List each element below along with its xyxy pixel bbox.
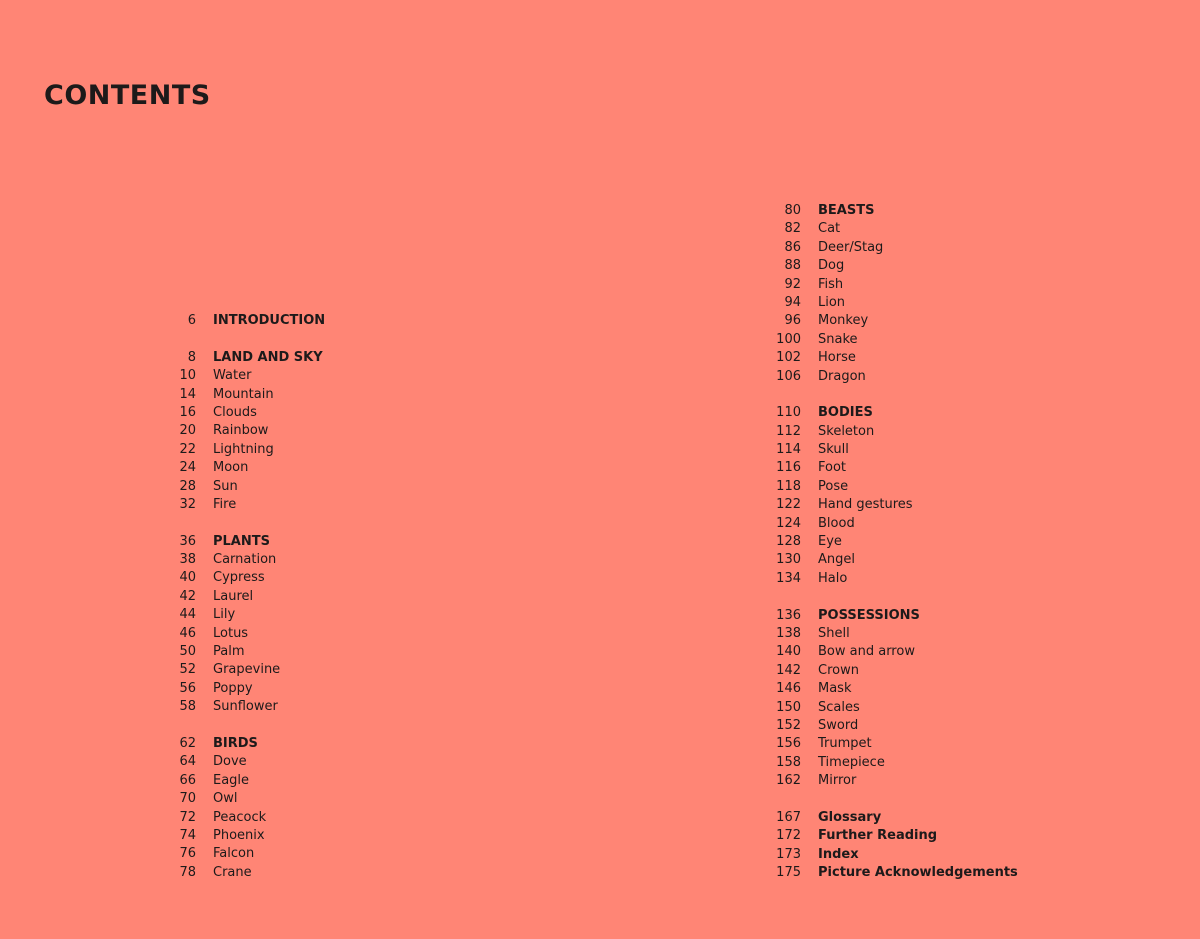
toc-entry bbox=[160, 588, 480, 606]
toc-entry-label: Shell bbox=[818, 625, 850, 641]
toc-page-number: 78 bbox=[179, 864, 196, 880]
toc-entry bbox=[160, 845, 480, 863]
toc-page-number: 46 bbox=[179, 625, 196, 641]
toc-entry bbox=[765, 570, 1085, 588]
toc-page-number: 152 bbox=[776, 717, 801, 733]
toc-page-number: 138 bbox=[776, 625, 801, 641]
toc-entry bbox=[765, 331, 1085, 349]
toc-page-number: 128 bbox=[776, 534, 801, 550]
toc-entry-label: Timepiece bbox=[818, 754, 885, 770]
toc-page-number: 10 bbox=[179, 368, 196, 384]
toc-entry bbox=[765, 754, 1085, 772]
toc-entry-label: Rainbow bbox=[213, 423, 269, 439]
toc-page-number: 142 bbox=[776, 662, 801, 678]
toc-entry-label: Moon bbox=[213, 460, 249, 476]
toc-entry-label: PLANTS bbox=[213, 533, 270, 549]
toc-entry-label: LAND AND SKY bbox=[213, 349, 323, 365]
toc-entry bbox=[765, 662, 1085, 680]
toc-entry bbox=[765, 312, 1085, 330]
toc-section-heading bbox=[765, 607, 1085, 625]
toc-entry bbox=[160, 551, 480, 569]
toc-section-heading bbox=[160, 735, 480, 753]
page-title: CONTENTS bbox=[44, 80, 211, 111]
toc-entry-label: Mirror bbox=[818, 773, 857, 789]
toc-entry bbox=[765, 294, 1085, 312]
toc-page-number: 102 bbox=[776, 350, 801, 366]
toc-entry-label: Lily bbox=[213, 607, 236, 623]
toc-entry bbox=[765, 441, 1085, 459]
toc-entry-label: Phoenix bbox=[213, 827, 265, 843]
toc-page-number: 100 bbox=[776, 331, 801, 347]
toc-page-number: 72 bbox=[179, 809, 196, 825]
toc-entry-label: Sword bbox=[818, 717, 859, 733]
toc-page-number: 50 bbox=[179, 644, 196, 660]
toc-entry bbox=[160, 790, 480, 808]
toc-entry bbox=[160, 496, 480, 514]
toc-page-number: 122 bbox=[776, 497, 801, 513]
toc-entry-label: Trumpet bbox=[818, 736, 872, 752]
toc-page-number: 162 bbox=[776, 773, 801, 789]
toc-entry bbox=[765, 276, 1085, 294]
toc-page-number: 40 bbox=[179, 570, 196, 586]
toc-entry bbox=[765, 680, 1085, 698]
toc-entry bbox=[160, 422, 480, 440]
toc-page-number: 172 bbox=[776, 828, 801, 844]
toc-entry-label: Water bbox=[213, 368, 252, 384]
toc-page-number: 6 bbox=[187, 313, 196, 328]
toc-entry bbox=[160, 367, 480, 385]
toc-entry-label: Dragon bbox=[818, 368, 866, 384]
toc-page-number: 156 bbox=[776, 736, 801, 752]
toc-page-number: 74 bbox=[179, 827, 196, 843]
toc-entry-label: Angel bbox=[818, 552, 855, 568]
toc-entry bbox=[160, 698, 480, 716]
toc-page-number: 36 bbox=[179, 533, 196, 549]
toc-section-heading bbox=[160, 533, 480, 551]
toc-page-number: 52 bbox=[179, 662, 196, 678]
toc-entry-label: Cat bbox=[818, 221, 841, 237]
toc-page-number: 175 bbox=[776, 865, 801, 881]
toc-page-number: 20 bbox=[179, 423, 196, 439]
toc-entry bbox=[160, 478, 480, 496]
toc-page-number: 86 bbox=[784, 239, 801, 255]
toc-entry bbox=[765, 551, 1085, 569]
toc-page-number: 28 bbox=[179, 478, 196, 494]
toc-page-number: 16 bbox=[179, 404, 196, 420]
toc-page-number: 94 bbox=[784, 294, 801, 310]
toc-entry bbox=[765, 496, 1085, 514]
toc-entry bbox=[765, 735, 1085, 753]
toc-entry bbox=[765, 827, 1085, 845]
toc-page-number: 112 bbox=[776, 423, 801, 439]
toc-page-number: 64 bbox=[179, 754, 196, 770]
toc-entry bbox=[765, 239, 1085, 257]
toc-entry bbox=[160, 625, 480, 643]
toc-entry bbox=[765, 625, 1085, 643]
toc-entry bbox=[160, 753, 480, 771]
toc-page-number: 114 bbox=[776, 442, 801, 458]
toc-entry-label: Sunflower bbox=[213, 699, 278, 715]
toc-entry-label: Skeleton bbox=[818, 423, 875, 439]
toc-entry-label: BODIES bbox=[818, 405, 873, 421]
toc-page-number: 66 bbox=[179, 772, 196, 788]
toc-page-number: 146 bbox=[776, 681, 801, 697]
toc-entry bbox=[160, 441, 480, 459]
toc-entry-label: Crown bbox=[818, 662, 859, 678]
toc-entry-label: Horse bbox=[818, 350, 856, 366]
toc-entry-label: Bow and arrow bbox=[818, 644, 915, 660]
toc-page-number: 92 bbox=[784, 276, 801, 292]
toc-entry bbox=[765, 699, 1085, 717]
toc-column-right bbox=[765, 202, 1085, 882]
toc-section-heading bbox=[160, 312, 480, 330]
toc-section-heading bbox=[160, 349, 480, 367]
toc-page-number: 82 bbox=[784, 221, 801, 237]
toc-entry-label: Further Reading bbox=[818, 828, 938, 844]
toc-entry-label: BIRDS bbox=[213, 735, 258, 751]
toc-entry-label: Halo bbox=[818, 570, 848, 586]
toc-page-number: 106 bbox=[776, 368, 801, 384]
toc-entry-label: Fire bbox=[213, 496, 237, 512]
toc-entry bbox=[765, 478, 1085, 496]
toc-page-number: 140 bbox=[776, 644, 801, 660]
toc-entry-label: Peacock bbox=[213, 809, 267, 825]
toc-entry-label: Lion bbox=[818, 294, 846, 310]
toc-entry-label: Laurel bbox=[213, 588, 254, 604]
toc-page-number: 76 bbox=[179, 846, 196, 862]
toc-entry bbox=[765, 809, 1085, 827]
toc-entry-label: Pose bbox=[818, 478, 849, 494]
toc-entry-label: Dog bbox=[818, 258, 845, 274]
toc-entry-label: Skull bbox=[818, 442, 849, 458]
toc-section-heading bbox=[765, 404, 1085, 422]
toc-entry-label: Crane bbox=[213, 864, 252, 880]
toc-entry bbox=[765, 643, 1085, 661]
toc-entry bbox=[765, 772, 1085, 790]
toc-page-number: 88 bbox=[784, 258, 801, 274]
toc-entry bbox=[160, 386, 480, 404]
toc-entry bbox=[765, 533, 1085, 551]
toc-entry bbox=[160, 772, 480, 790]
toc-page-number: 110 bbox=[776, 405, 801, 421]
toc-page-number: 158 bbox=[776, 754, 801, 770]
toc-entry-label: Eye bbox=[818, 534, 842, 550]
toc-entry-label: Owl bbox=[213, 791, 238, 807]
toc-entry bbox=[765, 864, 1085, 882]
toc-entry bbox=[160, 680, 480, 698]
toc-entry bbox=[765, 220, 1085, 238]
toc-entry-label: BEASTS bbox=[818, 203, 875, 218]
toc-page-number: 130 bbox=[776, 552, 801, 568]
toc-entry-label: Mountain bbox=[213, 386, 274, 402]
toc-entry-label: Mask bbox=[818, 681, 852, 697]
toc-entry bbox=[765, 515, 1085, 533]
toc-page-number: 80 bbox=[784, 203, 801, 218]
toc-page-number: 22 bbox=[179, 441, 196, 457]
toc-page-number: 70 bbox=[179, 791, 196, 807]
toc-entry-label: Foot bbox=[818, 460, 847, 476]
toc-page-number: 124 bbox=[776, 515, 801, 531]
toc-entry bbox=[765, 368, 1085, 386]
toc-entry-label: Deer/Stag bbox=[818, 239, 884, 255]
toc-page-number: 134 bbox=[776, 570, 801, 586]
toc-entry-label: Hand gestures bbox=[818, 497, 913, 513]
toc-page-number: 38 bbox=[179, 552, 196, 568]
toc-page-number: 58 bbox=[179, 699, 196, 715]
toc-entry-label: Lotus bbox=[213, 625, 249, 641]
toc-page-number: 173 bbox=[776, 846, 801, 862]
toc-entry-label: Scales bbox=[818, 699, 860, 715]
toc-entry-label: Poppy bbox=[213, 680, 253, 696]
toc-page-number: 56 bbox=[179, 680, 196, 696]
toc-entry-label: Index bbox=[818, 846, 859, 862]
toc-page-number: 8 bbox=[187, 349, 196, 365]
toc-column-left bbox=[160, 312, 480, 882]
toc-entry-label: Cypress bbox=[213, 570, 265, 586]
toc-entry bbox=[160, 809, 480, 827]
toc-entry-label: Falcon bbox=[213, 846, 255, 862]
toc-entry bbox=[160, 827, 480, 845]
toc-entry bbox=[160, 864, 480, 882]
toc-page-number: 116 bbox=[776, 460, 801, 476]
toc-entry-label: Grapevine bbox=[213, 662, 281, 678]
toc-page-number: 42 bbox=[179, 588, 196, 604]
toc-page-number: 44 bbox=[179, 607, 196, 623]
toc-entry bbox=[765, 717, 1085, 735]
toc-page-number: 136 bbox=[776, 607, 801, 623]
toc-section-heading bbox=[765, 202, 1085, 220]
toc-entry bbox=[160, 661, 480, 679]
toc-entry bbox=[160, 643, 480, 661]
toc-entry-label: Monkey bbox=[818, 313, 869, 329]
toc-page-number: 14 bbox=[179, 386, 196, 402]
toc-page-number: 118 bbox=[776, 478, 801, 494]
toc-entry bbox=[765, 423, 1085, 441]
toc-entry-label: Picture Acknowledgements bbox=[818, 865, 1018, 881]
toc-page-number: 96 bbox=[784, 313, 801, 329]
toc-page-number: 150 bbox=[776, 699, 801, 715]
toc-page-number: 62 bbox=[179, 735, 196, 751]
toc-page-number: 167 bbox=[776, 809, 801, 825]
toc-entry-label: Fish bbox=[818, 276, 844, 292]
toc-entry bbox=[160, 606, 480, 624]
toc-entry-label: Lightning bbox=[213, 441, 274, 457]
toc-entry-label: Clouds bbox=[213, 404, 257, 420]
toc-entry-label: Glossary bbox=[818, 809, 882, 825]
toc-entry-label: POSSESSIONS bbox=[818, 607, 920, 623]
toc-entry-label: INTRODUCTION bbox=[213, 313, 326, 328]
toc-page-number: 32 bbox=[179, 496, 196, 512]
toc-page-number: 24 bbox=[179, 460, 196, 476]
toc-entry-label: Palm bbox=[213, 644, 245, 660]
toc-entry bbox=[160, 569, 480, 587]
toc-entry bbox=[160, 459, 480, 477]
toc-entry-label: Blood bbox=[818, 515, 855, 531]
toc-entry bbox=[765, 349, 1085, 367]
toc-entry bbox=[765, 257, 1085, 275]
toc-entry bbox=[765, 846, 1085, 864]
toc-entry-label: Eagle bbox=[213, 772, 250, 788]
toc-entry-label: Snake bbox=[818, 331, 858, 347]
toc-entry-label: Dove bbox=[213, 754, 247, 770]
toc-entry-label: Carnation bbox=[213, 552, 277, 568]
toc-entry bbox=[160, 404, 480, 422]
toc-entry-label: Sun bbox=[213, 478, 238, 494]
toc-entry bbox=[765, 459, 1085, 477]
